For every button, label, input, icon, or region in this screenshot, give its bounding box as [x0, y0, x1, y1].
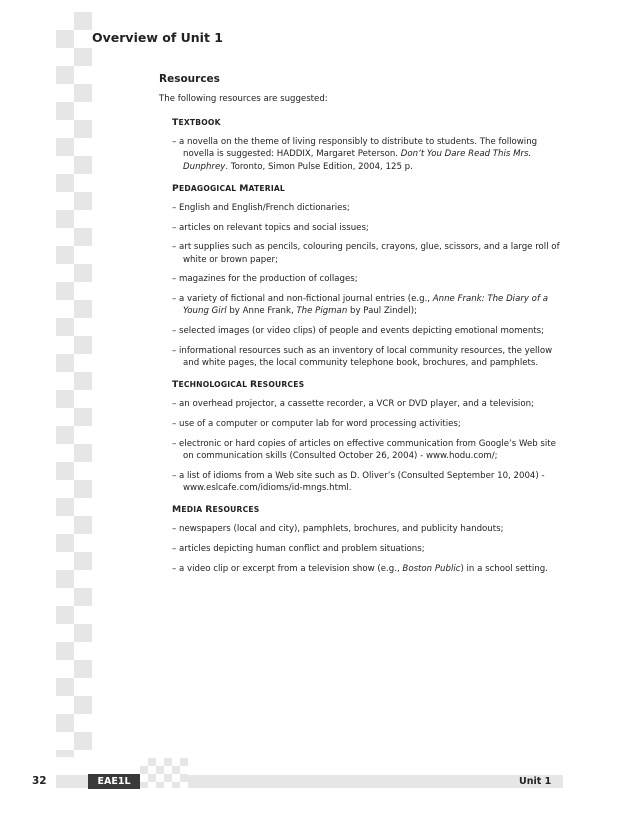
footer-checkered-decoration: [140, 758, 188, 788]
resources-intro: The following resources are suggested:: [159, 94, 328, 104]
checkered-margin-decoration: [56, 12, 92, 757]
section-title: PEDAGOGICAL MATERIAL: [172, 182, 285, 194]
list-item: – newspapers (local and city), pamphlets, brochures, and publicity handouts;: [172, 524, 504, 535]
list-item: – informational resources such as an inventory of local community resources, the yellow and white pages, the local community telephone book, brochures, and pamphlets.: [172, 345, 553, 368]
page-title: Overview of Unit 1: [92, 30, 223, 45]
list-item: – a list of idioms from a Web site such as D. Oliver’s (Consulted September 10, 2004) - www.eslcafe.com/idioms/id-mngs.html.: [172, 470, 545, 493]
list-item: – articles on relevant topics and social issues;: [172, 222, 369, 233]
section-title: MEDIA RESOURCES: [172, 503, 260, 515]
list-item: – articles depicting human conflict and problem situations;: [172, 543, 425, 554]
unit-label: Unit 1: [519, 776, 552, 787]
resources-heading: Resources: [159, 73, 220, 85]
list-item: – an overhead projector, a cassette recorder, a VCR or DVD player, and a television;: [172, 399, 534, 410]
resource-section: [172, 504, 567, 575]
section-title: TEXTBOOK: [172, 117, 221, 128]
list-item: – selected images (or video clips) of people and events depicting emotional moments;: [172, 325, 545, 336]
resource-section: [172, 379, 567, 494]
page-number: 32: [32, 775, 47, 787]
list-item: – a variety of fictional and non-fictional journal entries (e.g., Anne Frank: The Diary of a Young Girl by Anne Frank, The Pigman by Paul Zindel);: [172, 294, 548, 317]
list-item: – a novella on the theme of living responsibly to distribute to students. The following novella is suggested: HADDIX, Margaret Peterson. Don’t You Dare Read This Mrs. Dunphrey. Toronto, Simon Pulse Edition, 2004, 125 p.: [172, 137, 538, 172]
list-item: – electronic or hard copies of articles on effective communication from Google’s Web site on communication skills (Consulted October 26, 2004) - www.hodu.com/;: [172, 438, 556, 461]
resource-sections: [172, 117, 567, 585]
course-code-badge: EAE1L: [88, 774, 140, 789]
list-item: – use of a computer or computer lab for word processing activities;: [172, 418, 461, 429]
resource-section: [172, 183, 567, 369]
list-item: – a video clip or excerpt from a television show (e.g., Boston Public) in a school setting.: [172, 563, 548, 574]
section-title: TECHNOLOGICAL RESOURCES: [172, 379, 305, 391]
list-item: – English and English/French dictionaries;: [172, 203, 350, 214]
list-item: – art supplies such as pencils, colouring pencils, crayons, glue, scissors, and a large roll of white or brown paper;: [172, 242, 560, 265]
resource-section: [172, 117, 567, 173]
list-item: – magazines for the production of collages;: [172, 274, 358, 285]
